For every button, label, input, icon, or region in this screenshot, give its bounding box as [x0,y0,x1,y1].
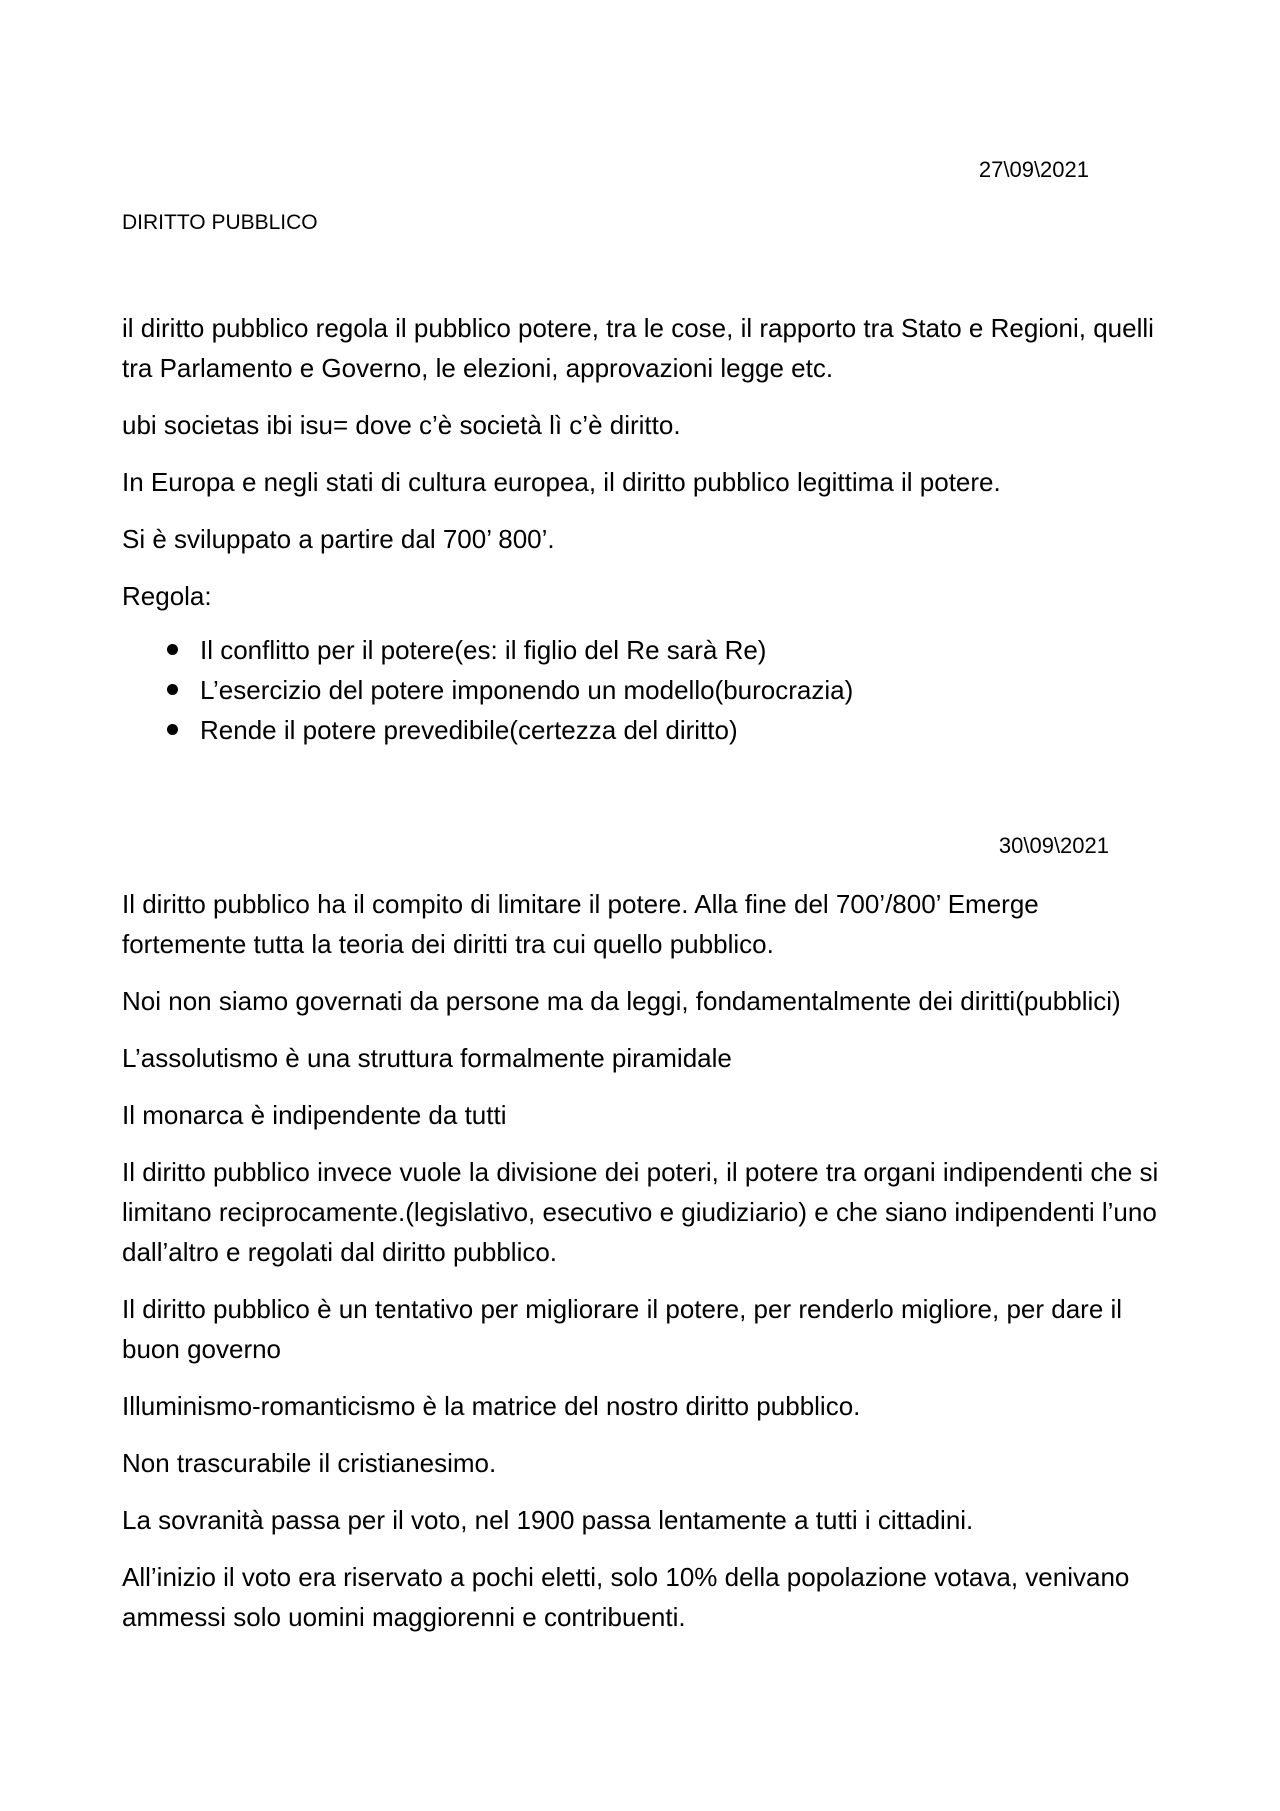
bullet-icon [167,644,178,655]
paragraph: Illuminismo-romanticismo è la matrice del nostro diritto pubblico. [122,1391,861,1421]
list-item [122,670,1167,710]
list-item [122,630,1167,670]
list-item [122,710,1167,750]
paragraph: Regola: [122,581,212,611]
paragraph: ubi societas ibi isu= dove c’è società lì c’è diritto. [122,410,681,440]
paragraph: La sovranità passa per il voto, nel 1900 passa lentamente a tutti i cittadini. [122,1505,974,1535]
paragraph: In Europa e negli stati di cultura europea, il diritto pubblico legittima il potere. [122,467,1001,497]
paragraph: L’assolutismo è una struttura formalmente piramidale [122,1043,732,1073]
paragraph: Il monarca è indipendente da tutti [122,1100,507,1130]
section-1 [122,308,1167,750]
section-2 [122,884,1167,1654]
date-heading-2: 30\09\2021 [998,833,1109,858]
paragraph: Si è sviluppato a partire dal 700’ 800’. [122,524,555,554]
paragraph: Il diritto pubblico è un tentativo per migliorare il potere, per renderlo migliore, per dare il buon governo [122,1294,1123,1364]
list-item-text: L’esercizio del potere imponendo un modello(burocrazia) [200,675,854,705]
list-item-text: Rende il potere prevedibile(certezza del diritto) [200,715,738,745]
bullet-icon [167,724,178,735]
bullet-list [122,630,1167,750]
paragraph: Il diritto pubblico ha il compito di limitare il potere. Alla fine del 700’/800’ Emerge fortemente tutta la teoria dei diritti tra cui quello pubblico. [122,889,1039,959]
paragraph: Il diritto pubblico invece vuole la divisione dei poteri, il potere tra organi indipendenti che si limitano reciprocamente.(legislativo, esecutivo e giudiziario) e che siano indipendenti l’uno dall’altro e regolati dal diritto pubblico. [122,1157,1159,1267]
paragraph: Non trascurabile il cristianesimo. [122,1448,497,1478]
document-title: DIRITTO PUBBLICO [122,211,318,234]
paragraph: il diritto pubblico regola il pubblico potere, tra le cose, il rapporto tra Stato e Regioni, quelli tra Parlamento e Governo, le elezioni, approvazioni legge etc. [122,313,1154,383]
list-item-text: Il conflitto per il potere(es: il figlio del Re sarà Re) [200,635,767,665]
paragraph: All’inizio il voto era riservato a pochi eletti, solo 10% della popolazione votava, venivano ammessi solo uomini maggiorenni e contribuenti. [122,1562,1130,1632]
date-heading-1: 27\09\2021 [978,157,1089,182]
paragraph: Noi non siamo governati da persone ma da leggi, fondamentalmente dei diritti(pubblici) [122,986,1121,1016]
bullet-icon [167,684,178,695]
